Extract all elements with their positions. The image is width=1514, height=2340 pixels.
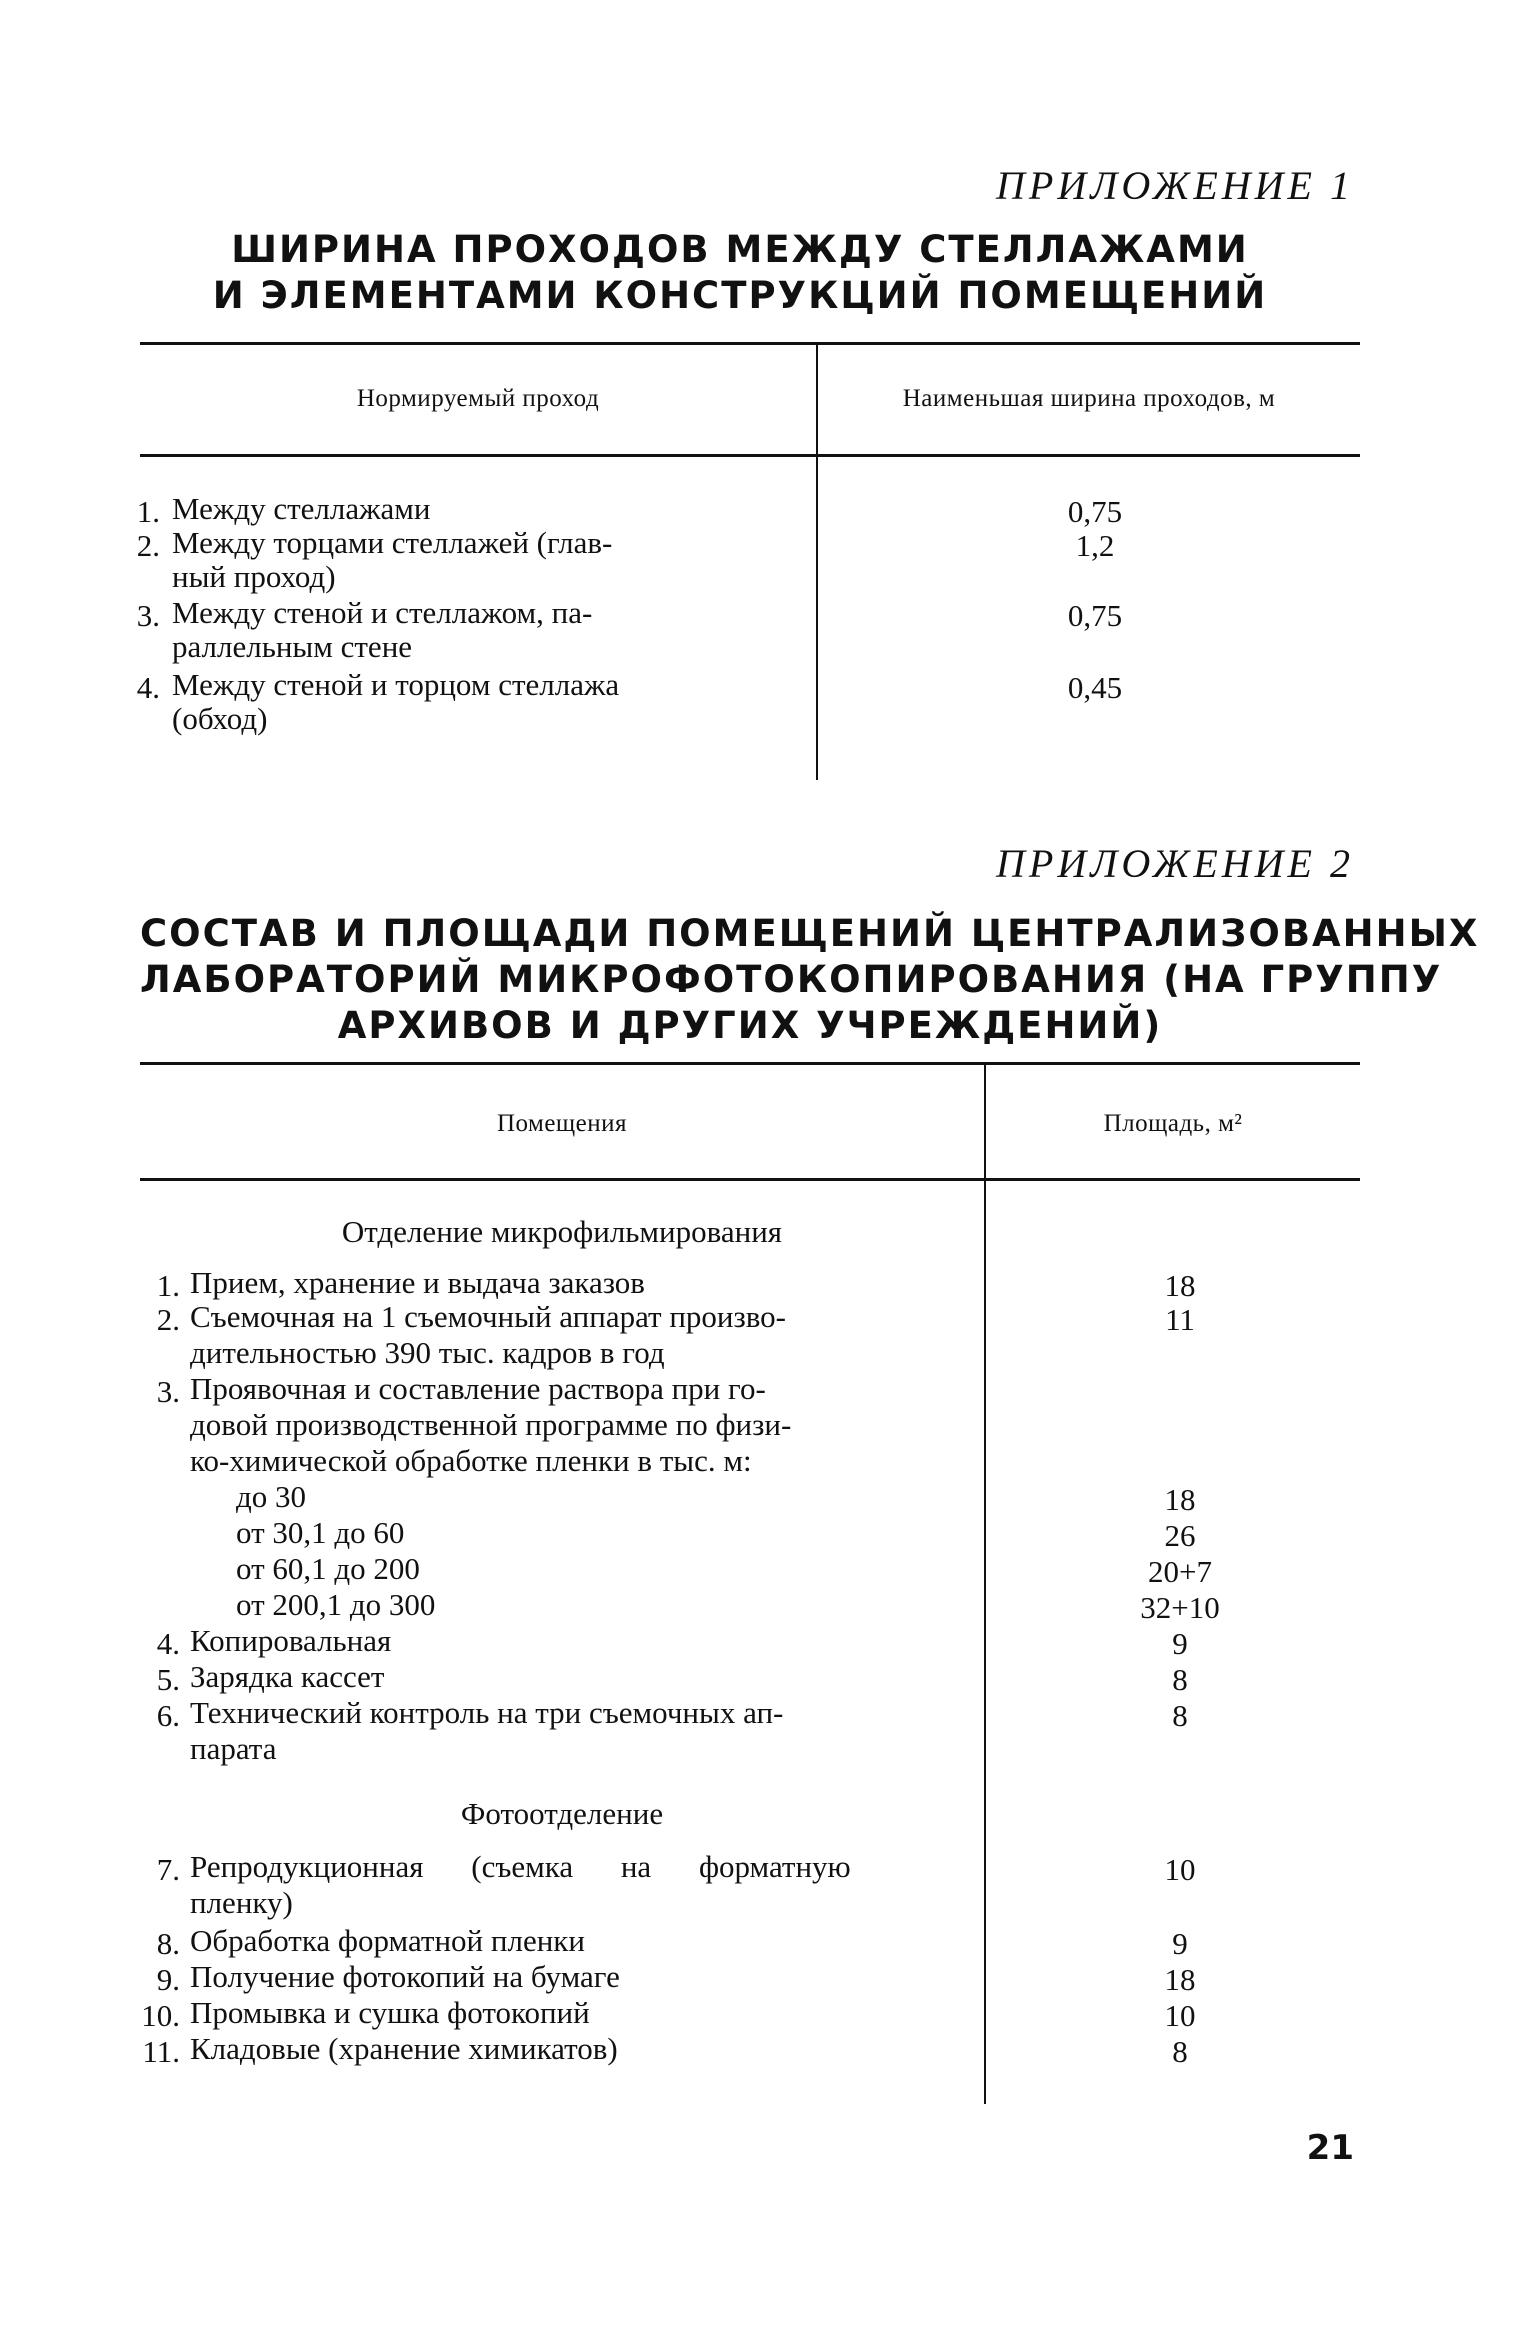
row-value: 8: [1172, 2034, 1188, 2069]
row-value: 18: [1164, 1268, 1196, 1303]
row-value: 11: [1165, 1302, 1195, 1337]
row-text: Промывка и сушка фотокопий: [190, 1995, 590, 2030]
row-value: 26: [1164, 1518, 1196, 1553]
row-text: Кладовые (хранение химикатов): [190, 2031, 618, 2066]
appendix-1-title-line-1: ШИРИНА ПРОХОДОВ МЕЖДУ СТЕЛЛАЖАМИ: [231, 228, 1249, 271]
row-text: Между стеной и торцом стеллажа: [172, 667, 620, 702]
row-value: 0,75: [1067, 598, 1123, 633]
row-text: (обход): [172, 701, 268, 736]
section-photo: Фотоотделение: [460, 1796, 664, 1831]
table-2-column-divider: [984, 1064, 986, 2104]
row-number: 2.: [136, 528, 160, 563]
appendix-2-label: ПРИЛОЖЕНИЕ 2: [996, 841, 1354, 886]
row-text: Между торцами стеллажей (глав-: [172, 525, 613, 560]
table-2-header-rooms: Помещения: [496, 1110, 628, 1137]
row-number: 7.: [156, 1852, 180, 1887]
row-value: 10: [1164, 1852, 1196, 1887]
row-value: 18: [1164, 1962, 1196, 1997]
row-text: до 30: [236, 1479, 307, 1514]
row-value: 9: [1172, 1926, 1188, 1961]
row-text: Проявочная и составление раствора при го-: [190, 1371, 766, 1406]
row-value: 9: [1172, 1626, 1188, 1661]
table-2-header-area: Площадь, м²: [1103, 1110, 1243, 1137]
row-number: 9.: [156, 1962, 180, 1997]
row-text: парата: [190, 1731, 277, 1766]
table-2-top-rule: [140, 1062, 1360, 1065]
row-text: от 200,1 до 300: [236, 1587, 436, 1622]
row-text: Технический контроль на три съемочных ап-: [190, 1695, 784, 1730]
row-text: дительностью 390 тыс. кадров в год: [190, 1335, 665, 1370]
row-text: раллельным стене: [172, 629, 413, 664]
row-number: 8.: [156, 1926, 180, 1961]
row-number: 11.: [142, 2034, 180, 2069]
row-text: пленку): [190, 1885, 293, 1920]
row-value: 1,2: [1075, 528, 1115, 563]
row-value: 8: [1172, 1698, 1188, 1733]
row-number: 3.: [136, 598, 160, 633]
row-text: ный проход): [172, 559, 336, 594]
row-number: 5.: [156, 1662, 180, 1697]
row-text: довой производственной программе по физи-: [190, 1407, 792, 1442]
row-text: Съемочная на 1 съемочный аппарат произво-: [190, 1299, 787, 1334]
row-number: 4.: [136, 670, 160, 705]
appendix-2-title-line-3: АРХИВОВ И ДРУГИХ УЧРЕЖДЕНИЙ): [337, 1004, 1163, 1047]
row-text: Репродукционная (съемка на форматную: [190, 1849, 851, 1884]
table-1-top-rule: [140, 342, 1360, 345]
row-value: 20+7: [1148, 1554, 1212, 1589]
table-2-header-rule: [140, 1178, 1360, 1181]
row-text: от 30,1 до 60: [236, 1515, 405, 1550]
row-number: 1.: [136, 494, 160, 529]
appendix-1-title-line-2: И ЭЛЕМЕНТАМИ КОНСТРУКЦИЙ ПОМЕЩЕНИЙ: [212, 274, 1268, 317]
row-value: 8: [1172, 1662, 1188, 1697]
row-number: 6.: [156, 1698, 180, 1733]
page-number: 21: [1306, 2128, 1354, 2168]
row-number: 4.: [156, 1626, 180, 1661]
row-text: ко-химической обработке пленки в тыс. м:: [190, 1443, 752, 1478]
row-text: Обработка форматной пленки: [190, 1923, 585, 1958]
appendix-2-title-line-1: СОСТАВ И ПЛОЩАДИ ПОМЕЩЕНИЙ ЦЕНТРАЛИЗОВАННЫХ: [140, 912, 1480, 955]
row-text: от 60,1 до 200: [236, 1551, 420, 1586]
row-text: Получение фотокопий на бумаге: [190, 1959, 620, 1994]
appendix-2-title-line-2: ЛАБОРАТОРИЙ МИКРОФОТОКОПИРОВАНИЯ (НА ГРУППУ: [140, 958, 1443, 1001]
table-1-header-width: Наименьшая ширина проходов, м: [902, 385, 1276, 412]
row-text: Копировальная: [190, 1623, 392, 1658]
section-microfilming: Отделение микрофильмирования: [341, 1214, 783, 1249]
row-value: 0,75: [1067, 494, 1123, 529]
table-1-header-passage: Нормируемый проход: [356, 385, 600, 412]
row-number: 1.: [156, 1268, 180, 1303]
row-value: 0,45: [1067, 670, 1123, 705]
row-number: 2.: [156, 1302, 180, 1337]
row-number: 10.: [141, 1998, 180, 2033]
row-text: Между стеллажами: [172, 491, 431, 526]
row-text: Прием, хранение и выдача заказов: [190, 1265, 645, 1300]
appendix-1-label: ПРИЛОЖЕНИЕ 1: [996, 163, 1354, 208]
row-number: 3.: [156, 1374, 180, 1409]
table-1-header-rule: [140, 454, 1360, 457]
row-value: 32+10: [1140, 1590, 1220, 1625]
row-value: 10: [1164, 1998, 1196, 2033]
row-value: 18: [1164, 1482, 1196, 1517]
row-text: Зарядка кассет: [190, 1659, 385, 1694]
row-text: Между стеной и стеллажом, па-: [172, 595, 593, 630]
